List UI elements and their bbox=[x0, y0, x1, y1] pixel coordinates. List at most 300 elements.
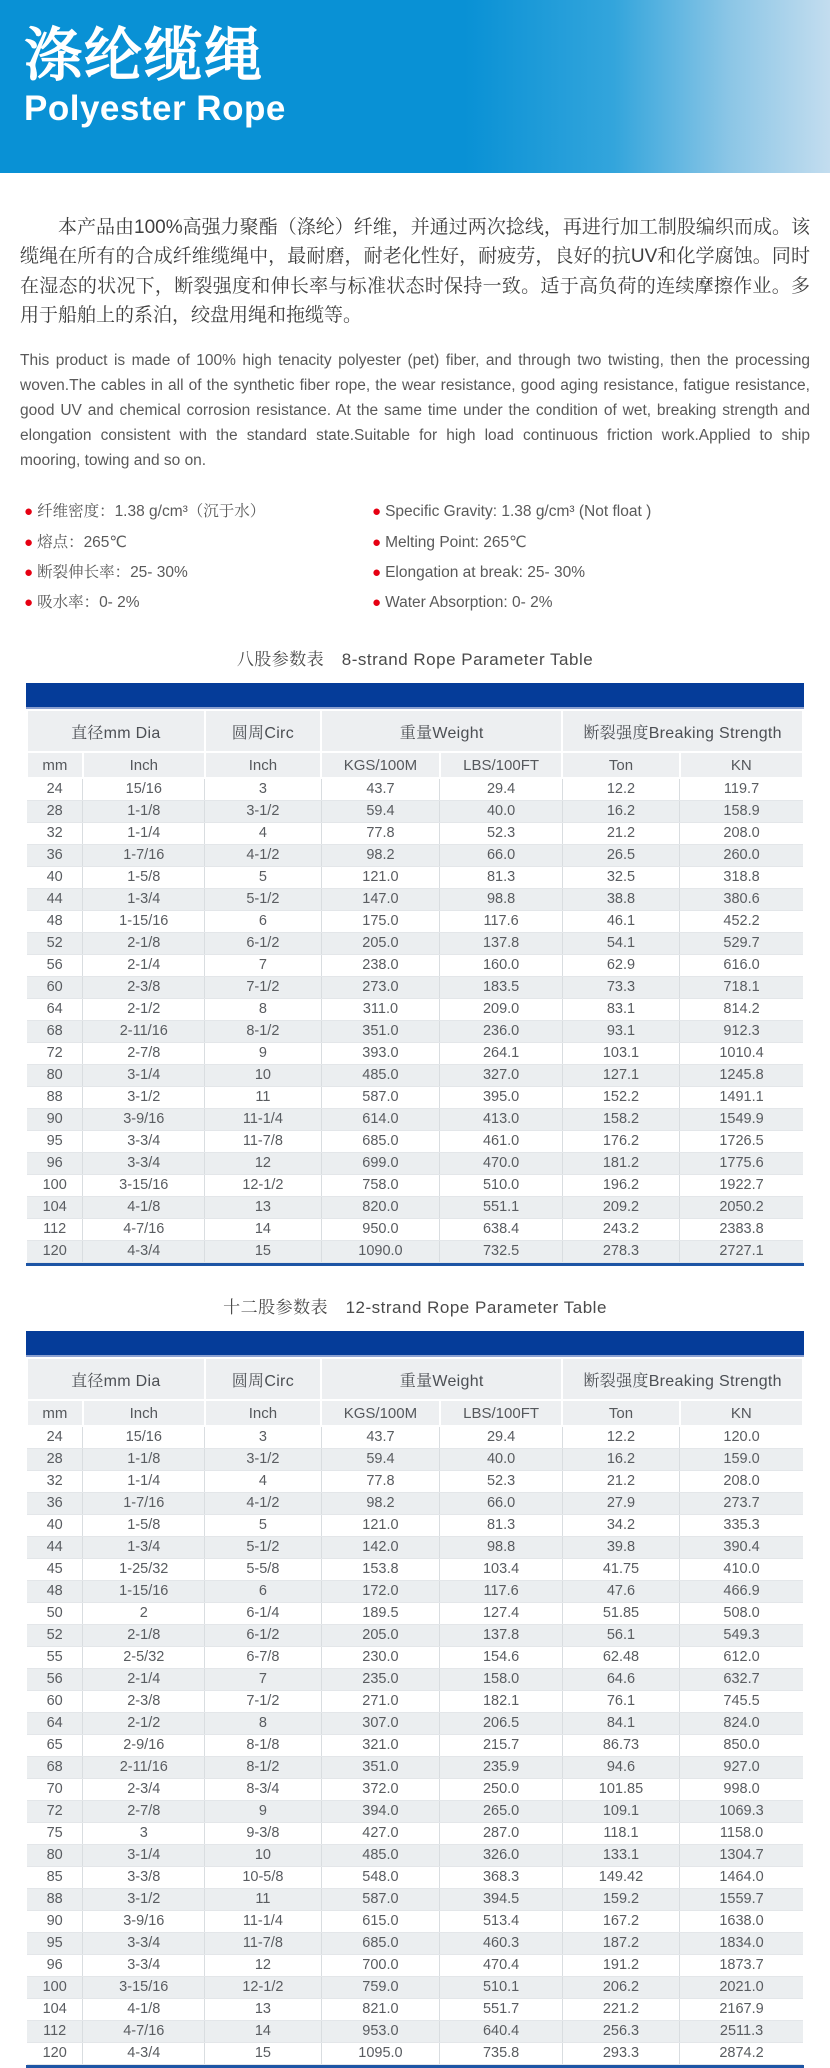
table-cell: 3-1/4 bbox=[83, 1845, 205, 1867]
table-cell: 21.2 bbox=[562, 1471, 679, 1493]
table-cell: 66.0 bbox=[440, 845, 563, 867]
table-row bbox=[27, 2021, 803, 2043]
table-cell: 94.6 bbox=[562, 1757, 679, 1779]
table-cell: 73.3 bbox=[562, 977, 679, 999]
table-cell: 68 bbox=[27, 1021, 83, 1043]
table-row bbox=[27, 1515, 803, 1537]
spec-item bbox=[24, 588, 372, 618]
table-cell: 3-1/4 bbox=[83, 1065, 205, 1087]
spec-item bbox=[372, 528, 810, 558]
table-cell: 127.1 bbox=[562, 1065, 679, 1087]
table-cell: 1491.1 bbox=[680, 1087, 803, 1109]
table-cell: 24 bbox=[27, 1426, 83, 1449]
table-cell: 181.2 bbox=[562, 1153, 679, 1175]
table-cell: 9-3/8 bbox=[205, 1823, 321, 1845]
table-row bbox=[27, 1021, 803, 1043]
table-cell: 120 bbox=[27, 1241, 83, 1263]
table-cell: 32 bbox=[27, 823, 83, 845]
table-cell: 77.8 bbox=[321, 823, 440, 845]
table-cell: 256.3 bbox=[562, 2021, 679, 2043]
column-header: mm bbox=[27, 1400, 83, 1426]
table-cell: 735.8 bbox=[440, 2043, 563, 2065]
table-cell: 12.2 bbox=[562, 1426, 679, 1449]
table-cell: 83.1 bbox=[562, 999, 679, 1021]
table-cell: 820.0 bbox=[321, 1197, 440, 1219]
table-row bbox=[27, 867, 803, 889]
table-cell: 41.75 bbox=[562, 1559, 679, 1581]
table-cell: 615.0 bbox=[321, 1911, 440, 1933]
table-cell: 513.4 bbox=[440, 1911, 563, 1933]
table-cell: 119.7 bbox=[680, 778, 803, 801]
table-cell: 1873.7 bbox=[680, 1955, 803, 1977]
table-cell: 759.0 bbox=[321, 1977, 440, 1999]
table-cell: 121.0 bbox=[321, 1515, 440, 1537]
table-cell: 56 bbox=[27, 955, 83, 977]
table-row bbox=[27, 1197, 803, 1219]
table-cell: 55 bbox=[27, 1647, 83, 1669]
table-cell: 8-1/2 bbox=[205, 1021, 321, 1043]
table-cell: 121.0 bbox=[321, 867, 440, 889]
table-cell: 1-5/8 bbox=[83, 1515, 205, 1537]
table-cell: 6-1/4 bbox=[205, 1603, 321, 1625]
table-cell: 152.2 bbox=[562, 1087, 679, 1109]
table-cell: 614.0 bbox=[321, 1109, 440, 1131]
table-cell: 685.0 bbox=[321, 1131, 440, 1153]
table-cell: 1726.5 bbox=[680, 1131, 803, 1153]
column-group-header: 圆周Circ bbox=[205, 710, 321, 752]
table-cell: 43.7 bbox=[321, 1426, 440, 1449]
table-cell: 287.0 bbox=[440, 1823, 563, 1845]
table-cell: 8-3/4 bbox=[205, 1779, 321, 1801]
table-cell: 133.1 bbox=[562, 1845, 679, 1867]
table-cell: 21.2 bbox=[562, 823, 679, 845]
table-row bbox=[27, 1823, 803, 1845]
table-cell: 3-1/2 bbox=[205, 1449, 321, 1471]
table-cell: 311.0 bbox=[321, 999, 440, 1021]
table-cell: 127.4 bbox=[440, 1603, 563, 1625]
table-cell: 208.0 bbox=[680, 1471, 803, 1493]
column-group-header: 断裂强度Breaking Strength bbox=[562, 1358, 803, 1400]
table-cell: 2511.3 bbox=[680, 2021, 803, 2043]
spec-bullets bbox=[24, 497, 810, 618]
table-cell: 470.4 bbox=[440, 1955, 563, 1977]
table-cell: 950.0 bbox=[321, 1219, 440, 1241]
table-cell: 40 bbox=[27, 867, 83, 889]
table-cell: 11-7/8 bbox=[205, 1131, 321, 1153]
bullet-icon: ● bbox=[372, 503, 382, 521]
table-cell: 15/16 bbox=[83, 1426, 205, 1449]
table-cell: 3-1/2 bbox=[83, 1889, 205, 1911]
table-cell: 90 bbox=[27, 1911, 83, 1933]
spec-text: Melting Point: 265℃ bbox=[385, 533, 527, 551]
table-cell: 120.0 bbox=[680, 1426, 803, 1449]
table-cell: 3 bbox=[205, 1426, 321, 1449]
table-row bbox=[27, 1241, 803, 1263]
table-cell: 8 bbox=[205, 1713, 321, 1735]
table-cell: 154.6 bbox=[440, 1647, 563, 1669]
table-cell: 5-1/2 bbox=[205, 1537, 321, 1559]
table-cell: 640.4 bbox=[440, 2021, 563, 2043]
table-cell: 12 bbox=[205, 1955, 321, 1977]
table-cell: 206.2 bbox=[562, 1977, 679, 1999]
table-title-12-strand: 十二股参数表 12-strand Rope Parameter Table bbox=[223, 1298, 607, 1318]
table-cell: 11-1/4 bbox=[205, 1109, 321, 1131]
table-cell: 4-3/4 bbox=[83, 2043, 205, 2065]
table-cell: 732.5 bbox=[440, 1241, 563, 1263]
column-header: KN bbox=[680, 752, 803, 778]
table-cell: 47.6 bbox=[562, 1581, 679, 1603]
table-row bbox=[27, 1449, 803, 1471]
table-cell: 104 bbox=[27, 1999, 83, 2021]
table-row bbox=[27, 1219, 803, 1241]
table-cell: 206.5 bbox=[440, 1713, 563, 1735]
table-cell: 7 bbox=[205, 1669, 321, 1691]
group-header-row bbox=[27, 1358, 803, 1400]
table-row bbox=[27, 1757, 803, 1779]
column-header: KGS/100M bbox=[321, 752, 440, 778]
table-cell: 80 bbox=[27, 1065, 83, 1087]
table-cell: 587.0 bbox=[321, 1889, 440, 1911]
table-cell: 1464.0 bbox=[680, 1867, 803, 1889]
table-cell: 159.0 bbox=[680, 1449, 803, 1471]
table-cell: 98.8 bbox=[440, 1537, 563, 1559]
table-row bbox=[27, 1537, 803, 1559]
table-cell: 7-1/2 bbox=[205, 977, 321, 999]
spec-item bbox=[372, 588, 810, 618]
table-row bbox=[27, 1735, 803, 1757]
table-cell: 158.2 bbox=[562, 1109, 679, 1131]
bullet-icon: ● bbox=[372, 563, 382, 581]
table-cell: 175.0 bbox=[321, 911, 440, 933]
table-cell: 1-7/16 bbox=[83, 845, 205, 867]
table-cell: 3 bbox=[83, 1823, 205, 1845]
table-cell: 158.0 bbox=[440, 1669, 563, 1691]
table-cell: 485.0 bbox=[321, 1065, 440, 1087]
table-row bbox=[27, 999, 803, 1021]
table-cell: 205.0 bbox=[321, 1625, 440, 1647]
table-cell: 5-5/8 bbox=[205, 1559, 321, 1581]
table-cell: 13 bbox=[205, 1999, 321, 2021]
page-banner bbox=[0, 0, 830, 173]
table-cell: 29.4 bbox=[440, 1426, 563, 1449]
table-cell: 293.3 bbox=[562, 2043, 679, 2065]
table-cell: 2021.0 bbox=[680, 1977, 803, 1999]
table-row bbox=[27, 1175, 803, 1197]
table-cell: 5 bbox=[205, 867, 321, 889]
table-cell: 10-5/8 bbox=[205, 1867, 321, 1889]
table-cell: 112 bbox=[27, 1219, 83, 1241]
table-cell: 4 bbox=[205, 823, 321, 845]
table-cell: 953.0 bbox=[321, 2021, 440, 2043]
table-cell: 9 bbox=[205, 1801, 321, 1823]
table-cell: 9 bbox=[205, 1043, 321, 1065]
table-row bbox=[27, 801, 803, 823]
table-row bbox=[27, 1713, 803, 1735]
spec-text: Specific Gravity: 1.38 g/cm³ (Not float ) bbox=[385, 503, 652, 521]
table-cell: 718.1 bbox=[680, 977, 803, 999]
table-cell: 1010.4 bbox=[680, 1043, 803, 1065]
table-cell: 12-1/2 bbox=[205, 1977, 321, 1999]
table-cell: 2167.9 bbox=[680, 1999, 803, 2021]
table-cell: 2-1/2 bbox=[83, 1713, 205, 1735]
spec-list-en bbox=[372, 497, 810, 618]
column-header: Inch bbox=[205, 1400, 321, 1426]
column-header: Ton bbox=[562, 752, 679, 778]
table-cell: 40.0 bbox=[440, 801, 563, 823]
table-cell: 7 bbox=[205, 955, 321, 977]
table-cell: 3-3/4 bbox=[83, 1131, 205, 1153]
spec-text: 熔点：265℃ bbox=[37, 533, 127, 551]
table-cell: 1304.7 bbox=[680, 1845, 803, 1867]
table-cell: 2-7/8 bbox=[83, 1801, 205, 1823]
column-header: Inch bbox=[83, 752, 205, 778]
bullet-icon: ● bbox=[372, 533, 382, 551]
table-cell: 2727.1 bbox=[680, 1241, 803, 1263]
table-12-strand-wrap bbox=[26, 1331, 804, 2068]
table-cell: 39.8 bbox=[562, 1537, 679, 1559]
table-cell: 1775.6 bbox=[680, 1153, 803, 1175]
table-cell: 8-1/8 bbox=[205, 1735, 321, 1757]
table-cell: 28 bbox=[27, 1449, 83, 1471]
table-cell: 84.1 bbox=[562, 1713, 679, 1735]
table-cell: 4-1/8 bbox=[83, 1999, 205, 2021]
table-cell: 12 bbox=[205, 1153, 321, 1175]
column-header: KN bbox=[680, 1400, 803, 1426]
table-cell: 66.0 bbox=[440, 1493, 563, 1515]
spec-text: 纤维密度：1.38 g/cm³（沉于水） bbox=[37, 503, 266, 521]
table-cell: 321.0 bbox=[321, 1735, 440, 1757]
table-cell: 427.0 bbox=[321, 1823, 440, 1845]
table-cell: 86.73 bbox=[562, 1735, 679, 1757]
table-cell: 612.0 bbox=[680, 1647, 803, 1669]
table-cell: 183.5 bbox=[440, 977, 563, 999]
sub-header-row bbox=[27, 1400, 803, 1426]
table-cell: 1-1/8 bbox=[83, 1449, 205, 1471]
table-cell: 6-1/2 bbox=[205, 933, 321, 955]
table-cell: 2050.2 bbox=[680, 1197, 803, 1219]
table-cell: 64 bbox=[27, 999, 83, 1021]
table-cell: 699.0 bbox=[321, 1153, 440, 1175]
table-12-strand bbox=[26, 1357, 804, 2065]
spec-item bbox=[24, 558, 372, 588]
table-cell: 158.9 bbox=[680, 801, 803, 823]
table-cell: 85 bbox=[27, 1867, 83, 1889]
table-cell: 12-1/2 bbox=[205, 1175, 321, 1197]
table-cell: 101.85 bbox=[562, 1779, 679, 1801]
table-cell: 3-9/16 bbox=[83, 1911, 205, 1933]
table-cell: 29.4 bbox=[440, 778, 563, 801]
table-row bbox=[27, 1999, 803, 2021]
table-cell: 137.8 bbox=[440, 1625, 563, 1647]
sub-header-row bbox=[27, 752, 803, 778]
table-cell: 1-5/8 bbox=[83, 867, 205, 889]
table-cell: 273.0 bbox=[321, 977, 440, 999]
table-row bbox=[27, 1087, 803, 1109]
table-cell: 153.8 bbox=[321, 1559, 440, 1581]
table-cell: 758.0 bbox=[321, 1175, 440, 1197]
table-cell: 1559.7 bbox=[680, 1889, 803, 1911]
table-row bbox=[27, 1471, 803, 1493]
table-cell: 65 bbox=[27, 1735, 83, 1757]
column-header: Inch bbox=[83, 1400, 205, 1426]
table-row bbox=[27, 889, 803, 911]
table-cell: 3-3/4 bbox=[83, 1955, 205, 1977]
table-cell: 51.85 bbox=[562, 1603, 679, 1625]
table-cell: 100 bbox=[27, 1175, 83, 1197]
table-cell: 142.0 bbox=[321, 1537, 440, 1559]
table-8-strand bbox=[26, 709, 804, 1263]
table-cell: 393.0 bbox=[321, 1043, 440, 1065]
table-cell: 2-3/8 bbox=[83, 1691, 205, 1713]
table-cell: 632.7 bbox=[680, 1669, 803, 1691]
spec-text: Elongation at break: 25- 30% bbox=[385, 563, 585, 581]
table-cell: 52.3 bbox=[440, 823, 563, 845]
table-cell: 96 bbox=[27, 1955, 83, 1977]
table-cell: 72 bbox=[27, 1043, 83, 1065]
bullet-icon: ● bbox=[24, 503, 34, 521]
table-cell: 1-25/32 bbox=[83, 1559, 205, 1581]
table-cell: 3-1/2 bbox=[205, 801, 321, 823]
table-cell: 98.2 bbox=[321, 845, 440, 867]
table-cell: 182.1 bbox=[440, 1691, 563, 1713]
table-cell: 466.9 bbox=[680, 1581, 803, 1603]
table-cell: 390.4 bbox=[680, 1537, 803, 1559]
table-cell: 1834.0 bbox=[680, 1933, 803, 1955]
column-header: mm bbox=[27, 752, 83, 778]
table-cell: 45 bbox=[27, 1559, 83, 1581]
table-cell: 4-1/8 bbox=[83, 1197, 205, 1219]
table-cell: 927.0 bbox=[680, 1757, 803, 1779]
table-cell: 850.0 bbox=[680, 1735, 803, 1757]
table-cell: 3-15/16 bbox=[83, 1175, 205, 1197]
table-cell: 4-7/16 bbox=[83, 2021, 205, 2043]
table-cell: 1158.0 bbox=[680, 1823, 803, 1845]
table-cell: 529.7 bbox=[680, 933, 803, 955]
table-cell: 11 bbox=[205, 1087, 321, 1109]
table-cell: 2-1/4 bbox=[83, 1669, 205, 1691]
table-cell: 5-1/2 bbox=[205, 889, 321, 911]
table-cell: 461.0 bbox=[440, 1131, 563, 1153]
table-cell: 2-11/16 bbox=[83, 1021, 205, 1043]
table-cell: 508.0 bbox=[680, 1603, 803, 1625]
table-cell: 413.0 bbox=[440, 1109, 563, 1131]
table-cell: 2-3/8 bbox=[83, 977, 205, 999]
table-row bbox=[27, 1065, 803, 1087]
table-top-bar bbox=[26, 683, 804, 709]
table-cell: 120 bbox=[27, 2043, 83, 2065]
table-cell: 60 bbox=[27, 977, 83, 999]
product-title-en: Polyester Rope bbox=[24, 88, 286, 128]
table-cell: 95 bbox=[27, 1933, 83, 1955]
table-row bbox=[27, 1109, 803, 1131]
table-row bbox=[27, 1977, 803, 1999]
table-cell: 52.3 bbox=[440, 1471, 563, 1493]
table-cell: 46.1 bbox=[562, 911, 679, 933]
table-cell: 81.3 bbox=[440, 867, 563, 889]
table-cell: 209.0 bbox=[440, 999, 563, 1021]
table-cell: 76.1 bbox=[562, 1691, 679, 1713]
table-cell: 380.6 bbox=[680, 889, 803, 911]
table-cell: 80 bbox=[27, 1845, 83, 1867]
table-cell: 264.1 bbox=[440, 1043, 563, 1065]
table-cell: 221.2 bbox=[562, 1999, 679, 2021]
bullet-icon: ● bbox=[372, 593, 382, 611]
table-cell: 638.4 bbox=[440, 1219, 563, 1241]
table-cell: 103.1 bbox=[562, 1043, 679, 1065]
table-cell: 549.3 bbox=[680, 1625, 803, 1647]
table-cell: 59.4 bbox=[321, 801, 440, 823]
table-cell: 1-15/16 bbox=[83, 1581, 205, 1603]
table-cell: 3-1/2 bbox=[83, 1087, 205, 1109]
table-cell: 149.42 bbox=[562, 1867, 679, 1889]
table-cell: 327.0 bbox=[440, 1065, 563, 1087]
table-cell: 235.0 bbox=[321, 1669, 440, 1691]
table-row bbox=[27, 1603, 803, 1625]
table-cell: 147.0 bbox=[321, 889, 440, 911]
spec-item bbox=[24, 528, 372, 558]
table-cell: 14 bbox=[205, 2021, 321, 2043]
table-cell: 196.2 bbox=[562, 1175, 679, 1197]
table-cell: 3-3/8 bbox=[83, 1867, 205, 1889]
column-group-header: 重量Weight bbox=[321, 1358, 562, 1400]
table-cell: 16.2 bbox=[562, 1449, 679, 1471]
table-row bbox=[27, 823, 803, 845]
column-group-header: 直径mm Dia bbox=[27, 710, 205, 752]
table-cell: 60 bbox=[27, 1691, 83, 1713]
spec-item bbox=[372, 497, 810, 527]
table-cell: 485.0 bbox=[321, 1845, 440, 1867]
table-cell: 2-9/16 bbox=[83, 1735, 205, 1757]
table-cell: 326.0 bbox=[440, 1845, 563, 1867]
table-cell: 998.0 bbox=[680, 1779, 803, 1801]
table-cell: 551.7 bbox=[440, 1999, 563, 2021]
table-cell: 77.8 bbox=[321, 1471, 440, 1493]
table-cell: 236.0 bbox=[440, 1021, 563, 1043]
table-cell: 1-15/16 bbox=[83, 911, 205, 933]
table-cell: 1095.0 bbox=[321, 2043, 440, 2065]
table-cell: 1-3/4 bbox=[83, 889, 205, 911]
table-cell: 510.0 bbox=[440, 1175, 563, 1197]
table-row bbox=[27, 1801, 803, 1823]
table-cell: 238.0 bbox=[321, 955, 440, 977]
table-cell: 4-1/2 bbox=[205, 845, 321, 867]
table-cell: 2-3/4 bbox=[83, 1779, 205, 1801]
table-cell: 15 bbox=[205, 1241, 321, 1263]
table-cell: 103.4 bbox=[440, 1559, 563, 1581]
table-cell: 318.8 bbox=[680, 867, 803, 889]
table-cell: 335.3 bbox=[680, 1515, 803, 1537]
table-cell: 98.2 bbox=[321, 1493, 440, 1515]
table-cell: 93.1 bbox=[562, 1021, 679, 1043]
table-cell: 685.0 bbox=[321, 1933, 440, 1955]
table-cell: 2383.8 bbox=[680, 1219, 803, 1241]
table-cell: 1090.0 bbox=[321, 1241, 440, 1263]
table-row bbox=[27, 1779, 803, 1801]
table-row bbox=[27, 2043, 803, 2065]
table-cell: 90 bbox=[27, 1109, 83, 1131]
table-cell: 1638.0 bbox=[680, 1911, 803, 1933]
table-cell: 587.0 bbox=[321, 1087, 440, 1109]
table-cell: 54.1 bbox=[562, 933, 679, 955]
table-cell: 372.0 bbox=[321, 1779, 440, 1801]
table-cell: 59.4 bbox=[321, 1449, 440, 1471]
table-title-8-strand: 八股参数表 8-strand Rope Parameter Table bbox=[236, 650, 594, 670]
table-cell: 62.48 bbox=[562, 1647, 679, 1669]
table-cell: 176.2 bbox=[562, 1131, 679, 1153]
column-header: LBS/100FT bbox=[440, 752, 563, 778]
spec-list-zh bbox=[24, 497, 372, 618]
table-cell: 64 bbox=[27, 1713, 83, 1735]
